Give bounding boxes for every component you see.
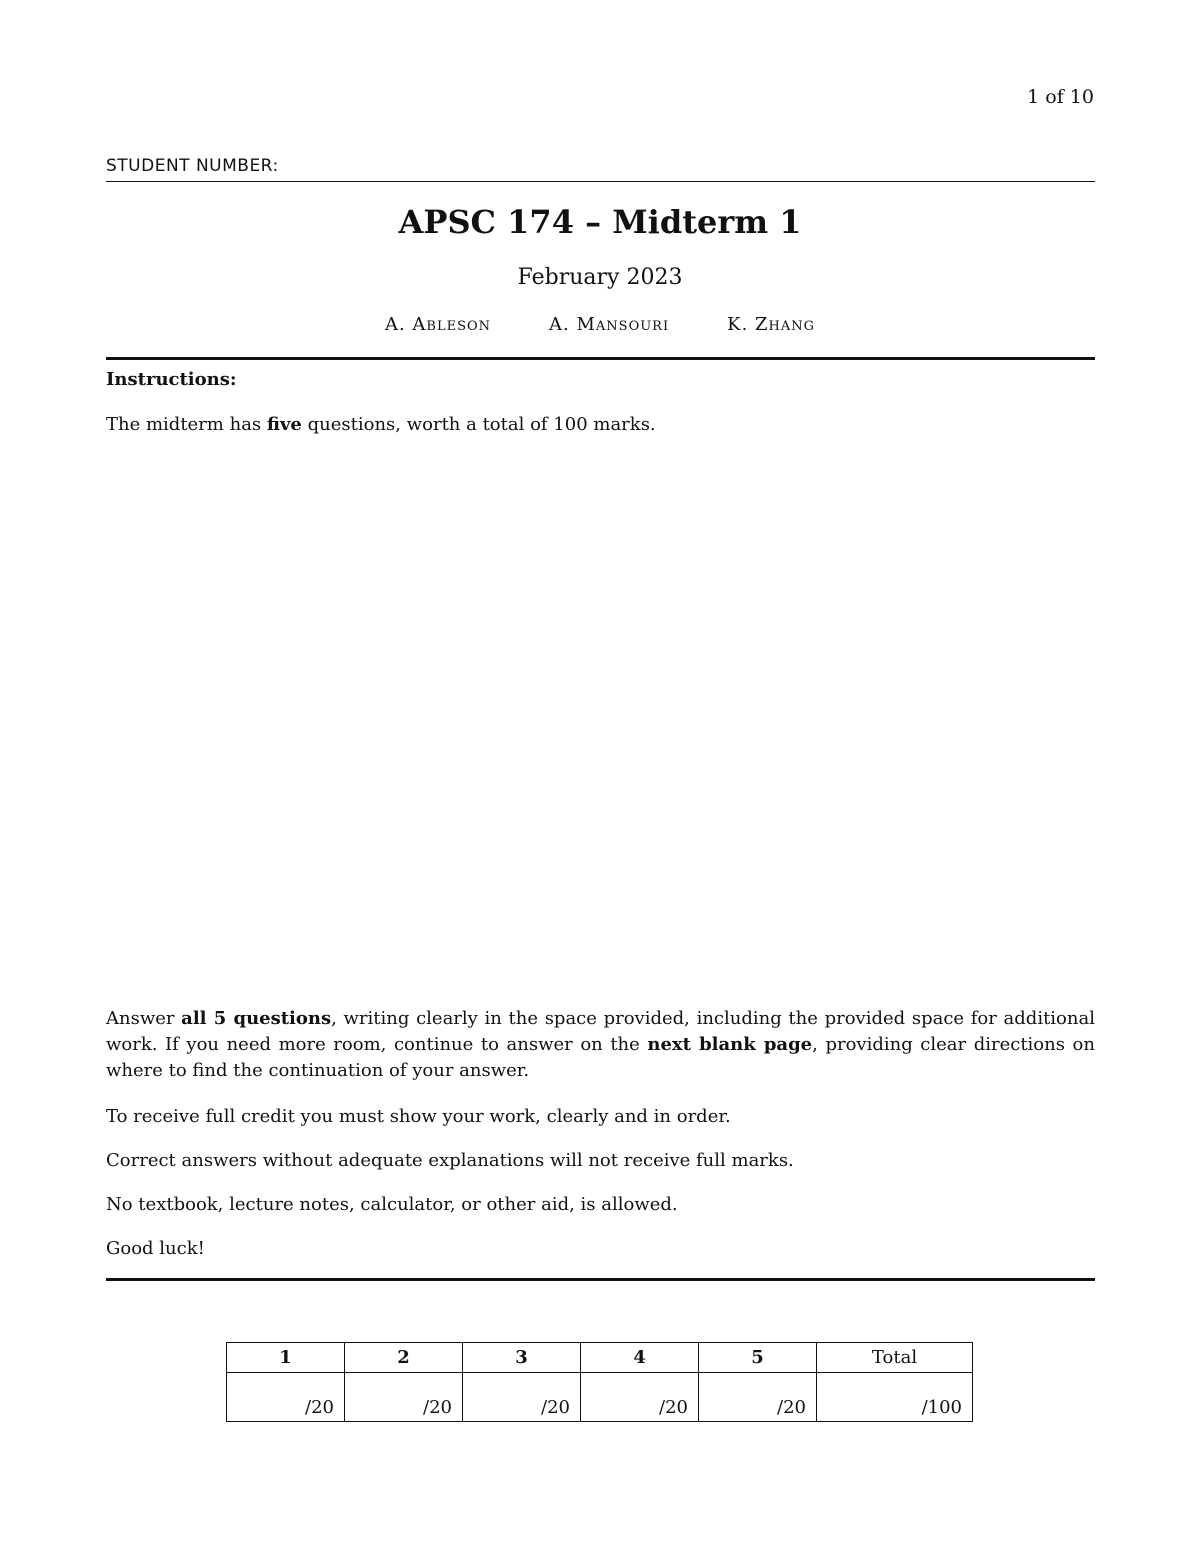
score-table-header-row — [227, 1343, 973, 1373]
exam-title: APSC 174 – Midterm 1 — [398, 203, 802, 241]
score-header-q3: 3 — [463, 1343, 581, 1373]
score-table — [226, 1342, 973, 1422]
score-cell-q2: /20 — [345, 1373, 463, 1422]
instructions-full-credit: To receive full credit you must show your work, clearly and in order. — [106, 1106, 731, 1127]
author-list — [0, 314, 1200, 335]
score-header-q2: 2 — [345, 1343, 463, 1373]
score-header-total: Total — [817, 1343, 973, 1373]
author-name: K. Zhang — [727, 314, 816, 335]
page-number: 1 of 10 — [1027, 86, 1094, 108]
score-cell-q5: /20 — [699, 1373, 817, 1422]
score-table-value-row — [227, 1373, 973, 1422]
instructions-explanations: Correct answers without adequate explanations will not receive full marks. — [106, 1150, 794, 1171]
score-cell-q3: /20 — [463, 1373, 581, 1422]
footer-divider — [106, 1278, 1095, 1281]
score-cell-q4: /20 — [581, 1373, 699, 1422]
author-name: A. Ableson — [384, 314, 492, 335]
instructions-good-luck: Good luck! — [106, 1238, 205, 1259]
score-header-q1: 1 — [227, 1343, 345, 1373]
exam-date: February 2023 — [517, 265, 683, 290]
instructions-no-aids: No textbook, lecture notes, calculator, or other aid, is allowed. — [106, 1194, 678, 1215]
instructions-heading: Instructions: — [106, 369, 237, 390]
author-name: A. Mansouri — [549, 314, 670, 335]
score-header-q5: 5 — [699, 1343, 817, 1373]
student-number-line — [106, 181, 1095, 182]
header-divider — [106, 357, 1095, 360]
instructions-answer-all: Answer all 5 questions, writing clearly in the space provided, including the provided space for additional work. If you need more room, continue to answer on the next blank page, providing clear directions on where to find the continuation of your answer. — [106, 1008, 1095, 1081]
score-cell-q1: /20 — [227, 1373, 345, 1422]
instructions-intro: The midterm has five questions, worth a total of 100 marks. — [106, 414, 656, 435]
student-number-label: STUDENT NUMBER: — [106, 156, 279, 176]
score-header-q4: 4 — [581, 1343, 699, 1373]
score-cell-total: /100 — [817, 1373, 973, 1422]
